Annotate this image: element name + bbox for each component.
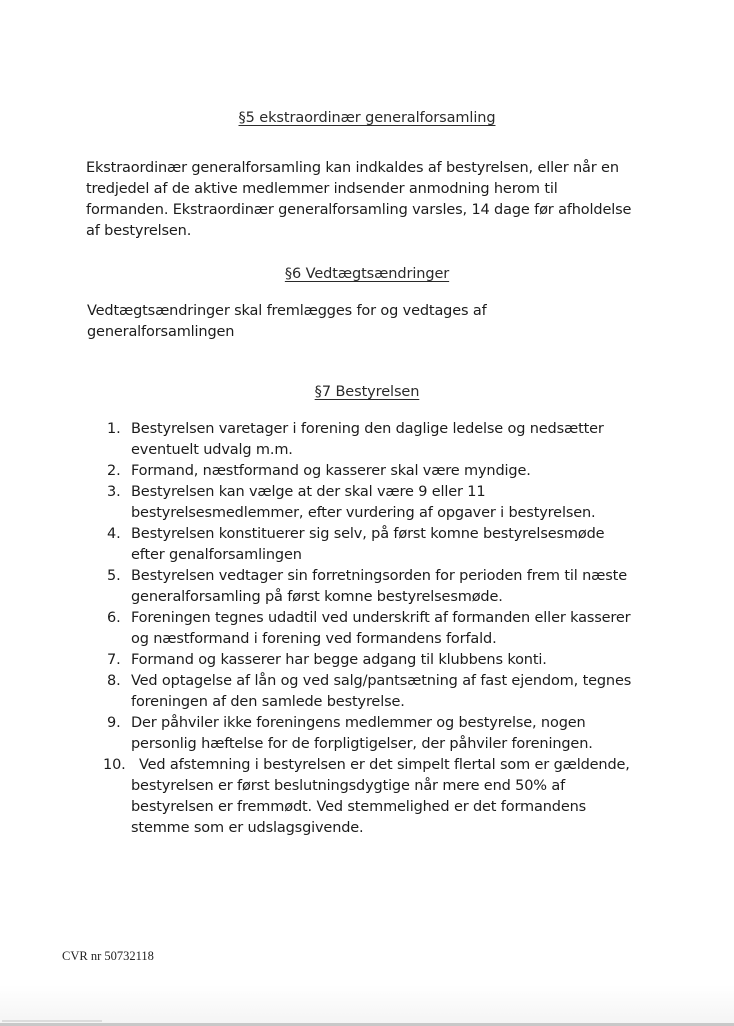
list-item-line: og næstformand i forening ved formandens forfald. [131, 631, 497, 647]
list-item [107, 524, 667, 566]
list-item-line: Formand, næstformand og kasserer skal være myndige. [131, 463, 531, 479]
list-item [107, 671, 667, 713]
list-item-line: Formand og kasserer har begge adgang til klubbens konti. [131, 652, 547, 668]
list-item [103, 755, 667, 839]
paragraph-line: Vedtægtsændringer skal fremlægges for og vedtages af [87, 303, 487, 319]
section-6-heading-text: §6 Vedtægtsændringer [284, 266, 450, 282]
paragraph-line: generalforsamlingen [87, 324, 235, 340]
section-5-heading-text: §5 ekstraordinær generalforsamling [238, 110, 496, 126]
section-5-heading [0, 110, 734, 126]
list-item-line: Bestyrelsen kan vælge at der skal være 9 eller 11 [131, 484, 486, 500]
section-7-heading [0, 384, 734, 400]
board-rules-list [103, 419, 667, 839]
list-item-line: generalforsamling på først komne bestyrelsesmøde. [131, 589, 503, 605]
list-item-number: 4. [107, 526, 121, 542]
list-item-line: bestyrelsen er fremmødt. Ved stemmelighed er det formandens [131, 799, 587, 815]
list-item-number: 5. [107, 568, 121, 584]
cvr-number: CVR nr 50732118 [62, 949, 154, 963]
list-item-line: Der påhviler ikke foreningens medlemmer og bestyrelse, nogen [131, 715, 586, 731]
list-item-number: 10. [103, 757, 126, 773]
paragraph-line: af bestyrelsen. [86, 223, 192, 239]
list-item [107, 713, 667, 755]
list-item [107, 650, 667, 671]
list-item-line: efter genalforsamlingen [131, 547, 302, 563]
list-item-line: Ved optagelse af lån og ved salg/pantsætning af fast ejendom, tegnes [131, 673, 632, 689]
paragraph-line: tredjedel af de aktive medlemmer indsender anmodning herom til [86, 181, 558, 197]
list-item-number: 6. [107, 610, 121, 626]
list-item-number: 7. [107, 652, 121, 668]
list-item-number: 8. [107, 673, 121, 689]
section-6-heading [0, 266, 734, 282]
list-item-line: Foreningen tegnes udadtil ved underskrift af formanden eller kasserer [131, 610, 631, 626]
list-item-line: foreningen af den samlede bestyrelse. [131, 694, 405, 710]
list-item-number: 9. [107, 715, 121, 731]
list-item [107, 419, 667, 461]
list-item-number: 3. [107, 484, 121, 500]
list-item-line: Bestyrelsen konstituerer sig selv, på først komne bestyrelsesmøde [131, 526, 605, 542]
list-item-line: eventuelt udvalg m.m. [131, 442, 293, 458]
list-item [107, 566, 667, 608]
paragraph-line: formanden. Ekstraordinær generalforsamling varsles, 14 dage før afholdelse [86, 202, 632, 218]
list-item-number: 2. [107, 463, 121, 479]
list-item-line: bestyrelsen er først beslutningsdygtige når mere end 50% af [131, 778, 566, 794]
list-item-number: 1. [107, 421, 121, 437]
section-6-paragraph [87, 301, 487, 343]
list-item [107, 461, 667, 482]
list-item-line: bestyrelsesmedlemmer, efter vurdering af opgaver i bestyrelsen. [131, 505, 596, 521]
section-7-heading-text: §7 Bestyrelsen [314, 384, 420, 400]
horizontal-scrollbar[interactable] [2, 1020, 102, 1022]
paragraph-line: Ekstraordinær generalforsamling kan indkaldes af bestyrelsen, eller når en [86, 160, 619, 176]
list-item-line: Ved afstemning i bestyrelsen er det simpelt flertal som er gældende, [139, 757, 630, 773]
list-item-line: personlig hæftelse for de forpligtigelser, der påhviler foreningen. [131, 736, 593, 752]
section-5-paragraph [86, 158, 631, 242]
list-item [107, 482, 667, 524]
list-item-line: Bestyrelsen varetager i forening den daglige ledelse og nedsætter [131, 421, 604, 437]
list-item-line: stemme som er udslagsgivende. [131, 820, 364, 836]
list-item-line: Bestyrelsen vedtager sin forretningsorden for perioden frem til næste [131, 568, 627, 584]
list-item [107, 608, 667, 650]
